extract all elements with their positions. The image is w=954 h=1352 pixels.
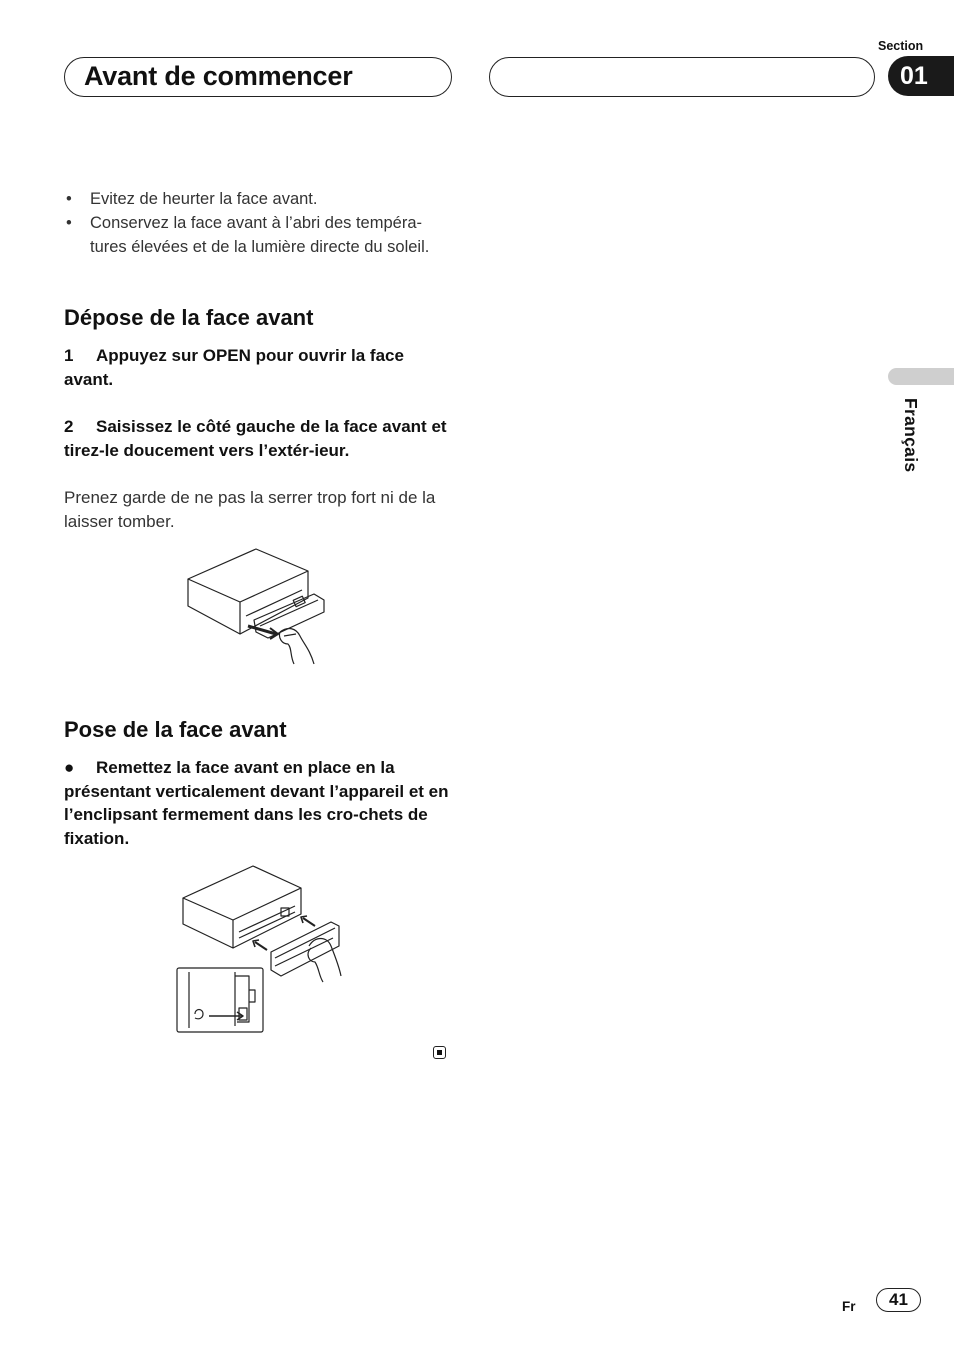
list-item <box>64 187 456 211</box>
section-label: Section <box>878 39 924 53</box>
step-text: Saisissez le côté gauche de la face avant et tirez-le doucement vers l’extér-ieur. <box>64 417 447 460</box>
step-bullet-icon: ● <box>64 758 75 777</box>
language-label: Français <box>901 398 921 473</box>
bullet-text: Evitez de heurter la face avant. <box>90 190 318 208</box>
step-number: 1 <box>64 346 74 365</box>
pose-step <box>64 756 456 850</box>
language-tab <box>888 368 954 385</box>
section-number: 01 <box>900 62 928 90</box>
remove-panel-illustration <box>184 546 334 671</box>
step-2 <box>64 415 456 462</box>
step-2-note: Prenez garde de ne pas la serrer trop fort ni de la laisser tomber. <box>64 488 436 531</box>
bullet-icon: • <box>66 190 72 208</box>
bullet-list <box>64 187 456 259</box>
footer-language-code: Fr <box>842 1299 856 1314</box>
page-number: 41 <box>889 1290 908 1309</box>
section-heading-depose: Dépose de la face avant <box>64 305 314 330</box>
page-title: Avant de commencer <box>84 61 353 91</box>
header-right-pill-frame <box>489 57 875 97</box>
attach-panel-illustration <box>175 862 345 1036</box>
step-text: Appuyez sur OPEN pour ouvrir la face avant. <box>64 346 404 389</box>
section-heading-pose: Pose de la face avant <box>64 717 287 742</box>
step-text: Remettez la face avant en place en la présentant verticalement devant l’appareil et en l’enclipsant fermement dans les cro-chets de fixation. <box>64 758 449 848</box>
list-item <box>64 211 456 259</box>
end-of-section-icon <box>433 1046 446 1059</box>
step-number: 2 <box>64 417 74 436</box>
step-1 <box>64 344 456 391</box>
bullet-text: Conservez la face avant à l’abri des tempéra-tures élevées et de la lumière directe du soleil. <box>90 214 430 256</box>
bullet-icon: • <box>66 214 72 232</box>
